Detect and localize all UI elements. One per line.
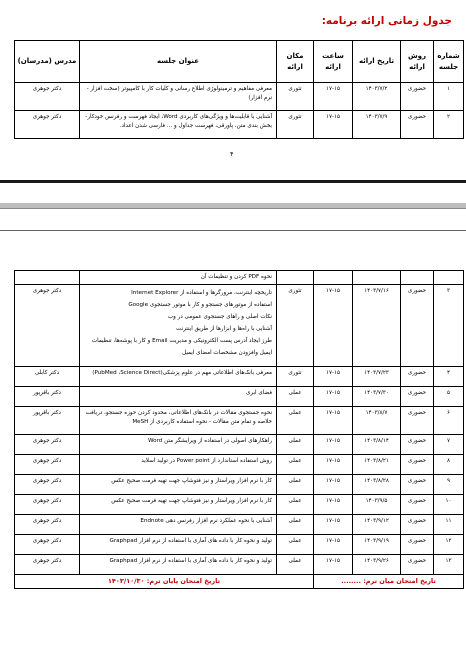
cell-method [401,407,434,435]
cell-method-text: حضوری [407,558,427,564]
cell-number-text: ۲ [446,114,450,120]
cell-place-text: تئوری [288,370,302,376]
schedule-table-top [14,40,464,139]
cell-date-text: ۱۴۰۳/۸/۱۴ [364,438,389,444]
cell-method-text: حضوری [407,478,427,484]
cell-time [314,555,353,575]
final-value: ۱۴۰۳/۱۰/۳۰ [107,577,145,585]
cell-time-text: ۱۷-۱۵ [325,478,341,484]
header-teacher: مدرس (مدرسان) [15,41,80,83]
cell-time [314,285,353,367]
header-number: شماره جلسه [434,41,464,83]
cell-method-text: حضوری [407,410,427,416]
cell-date [353,367,401,387]
table-row [15,435,464,455]
cell-teacher [15,387,80,407]
table-row [15,475,464,495]
cell-teacher-text: دکتر جوهری [32,518,62,524]
cell-place [277,535,314,555]
topic-line: راهکارهای اصولی در استفاده از ویرایشگر متن Word [147,438,272,444]
final-cell [15,575,314,589]
table-header-row [15,41,464,83]
cell-topic [80,475,277,495]
cell-time [314,435,353,455]
final-label: تاریخ امتحان پایان ترم: [146,577,221,585]
cell-number-text: ۱۳ [445,558,452,564]
table-row [15,455,464,475]
cell-time [314,495,353,515]
cell-place-text: عملی [288,498,302,504]
topic-line: نحوه PDF کردن و تنظیمات آن [200,274,272,280]
midterm-cell [314,575,464,589]
cell-teacher-text: دکتر باقرپور [33,410,61,416]
cell-time [314,387,353,407]
cell-number [434,285,464,367]
cell-number [434,495,464,515]
cell-date-text: ۱۴۰۳/۷/۱۶ [364,288,389,294]
cell-number [434,535,464,555]
cell-teacher [15,407,80,435]
cell-method-text: حضوری [407,498,427,504]
cell-teacher-text: دکتر جوهری [32,538,62,544]
cell-topic [80,367,277,387]
cell-teacher [15,475,80,495]
cell-teacher-text: دکتر جوهری [32,86,62,92]
cell-teacher-text: دکتر جوهری [32,288,62,294]
cell-place-text: عملی [288,478,302,484]
cell-date [353,535,401,555]
cell-method [401,515,434,535]
cell-number-text: ۹ [446,478,450,484]
cell-topic [80,407,277,435]
table-row [15,555,464,575]
cell-place-text: تئوری [288,114,302,120]
cell-date [353,515,401,535]
cell-time [314,367,353,387]
cell-time-text: ۱۷-۱۵ [325,114,341,120]
table-body-bottom [15,271,464,575]
topic-line: آشنایی با نحوه عملکرد نرم افزار رفرنس دهی Endnote [140,518,272,524]
cell-teacher-text: دکتر جوهری [32,438,62,444]
cell-method [401,271,434,285]
cell-place [277,515,314,535]
topic-line: معرفی مفاهیم و ترمینولوژی اطلاع رسانی و کلیات کار با کامپیوتر (سخت افزار - نرم افزار) [86,86,272,101]
cell-method-text: حضوری [407,438,427,444]
cell-time-text: ۱۷-۱۵ [325,438,341,444]
topic-line: معرفی بانک‌های اطلاعاتی مهم در علوم پزشکی(PubMed ،Science Direct) [92,370,272,376]
topic-line: نحوه جستجوی مقالات در بانک‌های اطلاعاتی، محدود کردن حوزه جستجو، دریافت خلاصه و تمام متن مقالات - نحوه استفاده کاربردی از MeSH [85,410,272,425]
cell-date [353,475,401,495]
cell-date-text: ۱۴۰۳/۷/۲۳ [364,370,389,376]
cell-number [434,111,464,139]
cell-method-text: حضوری [407,390,427,396]
cell-number-text: ۵ [446,390,450,396]
topic-line: فضای ابری [246,390,272,396]
cell-topic [80,271,277,285]
cell-date-text: ۱۴۰۳/۸/۲۱ [364,458,389,464]
cell-time [314,535,353,555]
topic-line: کار با نرم افزار ویراستار و نیز فتوشاپ جهت تهیه فرمت صحیح عکس [111,478,272,484]
cell-number-text: ۶ [446,410,450,416]
cell-teacher [15,271,80,285]
cell-time-text: ۱۷-۱۵ [325,410,341,416]
cell-time [314,111,353,139]
cell-date [353,387,401,407]
cell-number-text: ۱۲ [445,538,452,544]
cell-method [401,387,434,407]
cell-place-text: عملی [288,518,302,524]
cell-place-text: عملی [288,390,302,396]
page-divider-dark [0,180,466,183]
cell-topic [80,285,277,367]
midterm-value: ........ [341,577,361,585]
cell-date [353,111,401,139]
cell-teacher-text: دکتر جوهری [32,498,62,504]
cell-teacher [15,367,80,387]
cell-place [277,495,314,515]
topic-line: نکات اصلی و راهای جستجوی عمومی در وب [167,314,272,320]
cell-date [353,455,401,475]
cell-number [434,455,464,475]
cell-number [434,271,464,285]
cell-place [277,271,314,285]
table-row [15,535,464,555]
topic-line: کار با نرم افزار ویراستار و نیز فتوشاپ جهت تهیه فرمت صحیح عکس [111,498,272,504]
cell-topic [80,515,277,535]
cell-place-text: عملی [288,438,302,444]
cell-place [277,367,314,387]
table-row [15,387,464,407]
cell-time-text: ۱۷-۱۵ [325,538,341,544]
header-place: مکان ارائه [277,41,314,83]
cell-place [277,285,314,367]
cell-teacher-text: دکتر کابلی [34,370,60,376]
cell-time-text: ۱۷-۱۵ [325,288,341,294]
cell-method [401,435,434,455]
cell-number-text: ۱۱ [445,518,452,524]
cell-place [277,475,314,495]
cell-place [277,435,314,455]
cell-date [353,271,401,285]
page-number: ۴ [230,150,234,158]
cell-method [401,535,434,555]
cell-place [277,555,314,575]
cell-method-text: حضوری [407,288,427,294]
cell-place-text: عملی [288,410,302,416]
cell-number [434,407,464,435]
cell-time [314,271,353,285]
table-row [15,285,464,367]
cell-method [401,475,434,495]
cell-place [277,407,314,435]
cell-date-text: ۱۴۰۳/۹/۲۶ [364,558,389,564]
page-divider-gray [0,203,466,209]
table-row [15,83,464,111]
header-method: روش ارائه [401,41,434,83]
topic-line: استفاده از موتورهای جستجو و کار با موتور جستجوی Google [128,302,272,308]
cell-number-text: ۴ [446,370,450,376]
cell-number [434,367,464,387]
cell-method [401,367,434,387]
header-time: ساعت ارائه [314,41,353,83]
cell-method [401,111,434,139]
topic-line: تاریخچه اینترنت، مرورگرها و استفاده از Internet Explorer [131,290,272,296]
cell-number-text: ۱۰ [445,498,452,504]
cell-date [353,83,401,111]
cell-time [314,83,353,111]
cell-time-text: ۱۷-۱۵ [325,86,341,92]
header-date: تاریخ ارائه [353,41,401,83]
cell-topic [80,535,277,555]
cell-topic [80,555,277,575]
cell-number [434,555,464,575]
cell-time [314,475,353,495]
cell-method-text: حضوری [407,114,427,120]
cell-teacher [15,515,80,535]
cell-teacher [15,83,80,111]
cell-teacher-text: دکتر جوهری [32,478,62,484]
cell-date [353,285,401,367]
cell-method [401,495,434,515]
cell-date-text: ۱۴۰۳/۹/۱۲ [364,518,389,524]
cell-teacher [15,285,80,367]
table-row [15,495,464,515]
cell-number [434,435,464,455]
cell-place [277,111,314,139]
topic-line: روش استفاده استاندارد از Power point در تولید اسلاید [141,458,272,464]
table-body-top [15,83,464,139]
cell-date [353,407,401,435]
cell-place-text: عملی [288,558,302,564]
table-row [15,367,464,387]
cell-place [277,455,314,475]
cell-teacher-text: دکتر جوهری [32,458,62,464]
cell-place-text: تئوری [288,86,302,92]
cell-place-text: عملی [288,538,302,544]
topic-line: تولید و نحوه کار با داده های آماری با استفاده از نرم افزار Graphpad [109,558,272,564]
cell-method-text: حضوری [407,538,427,544]
cell-time-text: ۱۷-۱۵ [325,390,341,396]
cell-date-text: ۱۴۰۳/۸/۲۸ [364,478,389,484]
schedule-table-bottom [14,270,464,589]
cell-time [314,407,353,435]
cell-time-text: ۱۷-۱۵ [325,498,341,504]
topic-line: تولید و نحوه کار با داده های آماری با استفاده از نرم افزار Graphpad [109,538,272,544]
cell-time-text: ۱۷-۱۵ [325,518,341,524]
cell-method-text: حضوری [407,370,427,376]
table-row [15,271,464,285]
topic-line: آشنایی با راه‌ها و ابزارها از طریق اینترنت [176,326,272,332]
cell-place [277,387,314,407]
cell-method [401,83,434,111]
schedule-title: جدول زمانی ارائه برنامه: [321,15,452,27]
cell-topic [80,111,277,139]
midterm-label: تاریخ امتحان میان ترم: [363,577,436,585]
cell-date-text: ۱۴۰۳/۹/۱۹ [364,538,389,544]
cell-method [401,285,434,367]
cell-number-text: ۳ [446,288,450,294]
cell-place-text: عملی [288,458,302,464]
cell-method-text: حضوری [407,458,427,464]
cell-time [314,455,353,475]
cell-teacher [15,495,80,515]
cell-teacher-text: دکتر جوهری [32,558,62,564]
cell-date [353,555,401,575]
cell-topic [80,455,277,475]
cell-date-text: ۱۴۰۳/۷/۲ [365,86,388,92]
exam-dates-row [15,575,464,589]
cell-date-text: ۱۴۰۳/۸/۷ [365,410,388,416]
cell-time [314,515,353,535]
table-row [15,111,464,139]
cell-number-text: ۷ [446,438,450,444]
cell-teacher [15,435,80,455]
cell-teacher-text: دکتر باقرپور [33,390,61,396]
cell-place [277,83,314,111]
cell-method-text: حضوری [407,86,427,92]
cell-date [353,495,401,515]
cell-teacher-text: دکتر جوهری [32,114,62,120]
cell-number [434,475,464,495]
cell-number [434,83,464,111]
cell-number-text: ۸ [446,458,450,464]
cell-topic [80,495,277,515]
header-topic: عنوان جلسه [80,41,277,83]
cell-time-text: ۱۷-۱۵ [325,370,341,376]
cell-time-text: ۱۷-۱۵ [325,458,341,464]
cell-method [401,555,434,575]
topic-line: طرز ایجاد آدرس پست الکترونیکی و مدیریت Email و کار با پوشه‌ها، تنظیمات ایمیل وافزودن مشخصات امضای ایمیل [91,338,272,356]
cell-number [434,387,464,407]
cell-teacher [15,535,80,555]
cell-place-text: تئوری [288,288,302,294]
cell-date-text: ۱۴۰۳/۹/۵ [365,498,388,504]
cell-date-text: ۱۴۰۳/۷/۳۰ [364,390,389,396]
table-row [15,515,464,535]
cell-time-text: ۱۷-۱۵ [325,558,341,564]
cell-date [353,435,401,455]
cell-method-text: حضوری [407,518,427,524]
cell-method [401,455,434,475]
cell-number [434,515,464,535]
cell-teacher [15,555,80,575]
cell-teacher [15,111,80,139]
page-divider-line [0,230,466,231]
cell-teacher [15,455,80,475]
cell-topic [80,387,277,407]
cell-number-text: ۱ [446,86,450,92]
topic-line: آشنایی با قابلیت‌ها و ویژگی‌های کاربردی Word، ایجاد فهرست و رفرنس خودکار-بخش بندی متن، پاورقی، فهرست جداول و ... فارسی شدن اعداد. [85,114,272,129]
cell-topic [80,83,277,111]
cell-topic [80,435,277,455]
cell-date-text: ۱۴۰۳/۷/۹ [365,114,388,120]
table-row [15,407,464,435]
